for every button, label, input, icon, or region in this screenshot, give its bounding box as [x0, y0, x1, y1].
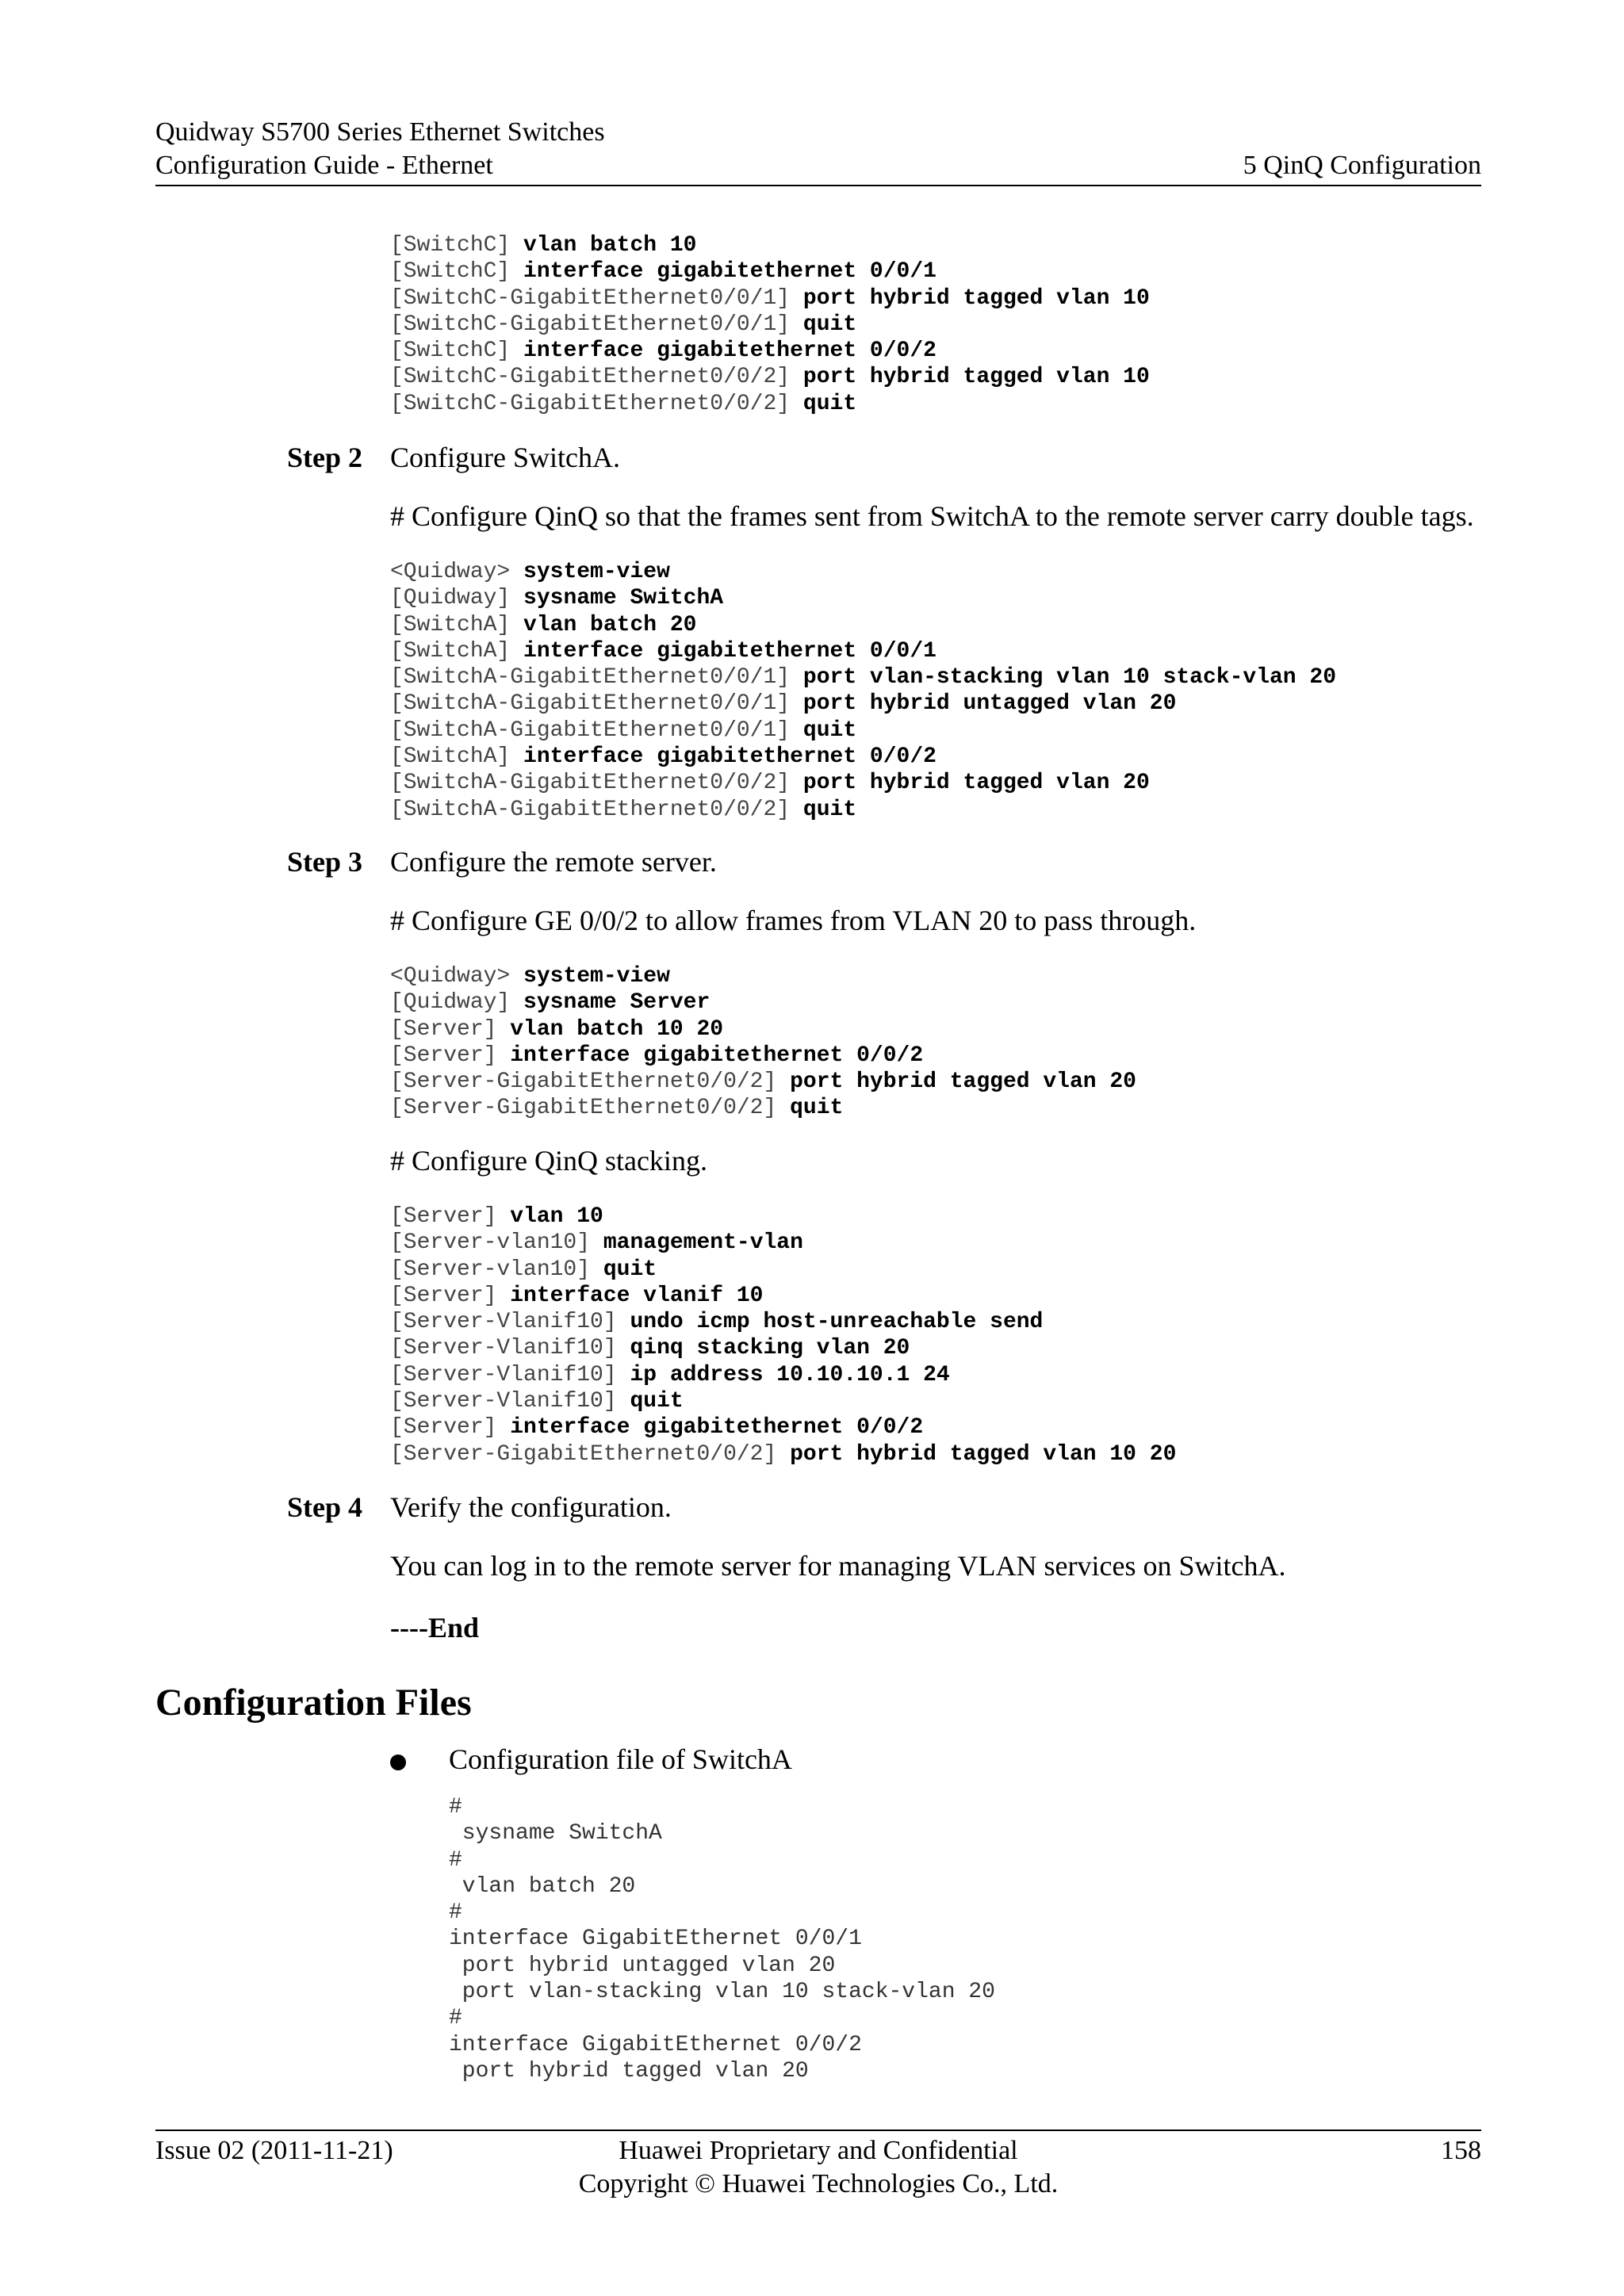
code-line: [390, 797, 1336, 823]
cli-command: quit: [802, 797, 857, 822]
code-line: [390, 1414, 1176, 1441]
code-line: [390, 1335, 1176, 1361]
cli-command: interface gigabitethernet 0/0/2: [510, 1415, 924, 1441]
footer-issue: Issue 02 (2011-11-21): [155, 2136, 393, 2165]
code-block-server-stacking: [390, 1203, 1176, 1468]
config-line: #: [449, 1795, 462, 1820]
code-line: [390, 338, 1150, 364]
cli-command: sysname Server: [523, 990, 710, 1016]
end-marker: ----End: [390, 1612, 480, 1644]
config-file-switcha: [449, 1794, 995, 2084]
config-line: vlan batch 20: [449, 1873, 636, 1899]
cli-command: port hybrid untagged vlan 20: [802, 691, 1177, 717]
config-line: port hybrid untagged vlan 20: [449, 1953, 836, 1978]
cli-command: interface gigabitethernet 0/0/2: [523, 744, 936, 770]
cli-prompt: [SwitchC-GigabitEthernet0/0/1]: [390, 312, 791, 337]
cli-command: port hybrid tagged vlan 10 20: [790, 1441, 1177, 1467]
cli-command: system-view: [523, 560, 670, 584]
cli-command: port hybrid tagged vlan 20: [790, 1070, 1136, 1095]
cli-command: interface gigabitethernet 0/0/2: [523, 339, 936, 364]
cli-command: interface gigabitethernet 0/0/1: [523, 259, 936, 285]
cli-command: interface gigabitethernet 0/0/1: [523, 638, 936, 664]
code-line: [390, 1230, 1176, 1256]
header-rule: [155, 185, 1481, 186]
code-line: [390, 364, 1150, 390]
cli-prompt: [Server]: [390, 1204, 497, 1229]
cli-prompt: [SwitchC-GigabitEthernet0/0/1]: [390, 285, 791, 311]
step-2-description: # Configure QinQ so that the frames sent from SwitchA to the remote server carry double tags.: [390, 500, 1474, 532]
cli-prompt: [Server-Vlanif10]: [390, 1310, 617, 1335]
code-line: [390, 1016, 1136, 1043]
cli-prompt: [Quidway]: [390, 990, 511, 1016]
cli-prompt: [Server-GigabitEthernet0/0/2]: [390, 1441, 777, 1467]
cli-prompt: [SwitchC]: [390, 233, 511, 258]
footer-copyright: Copyright © Huawei Technologies Co., Ltd.: [578, 2169, 1059, 2198]
code-line: [390, 1283, 1176, 1309]
code-line: [390, 1043, 1136, 1069]
code-line: [390, 312, 1150, 338]
code-line: [390, 1203, 1176, 1230]
cli-command: ip address 10.10.10.1 24: [630, 1362, 950, 1387]
cli-command: port hybrid tagged vlan 10: [802, 365, 1150, 390]
code-line: [390, 1388, 1176, 1414]
cli-command: quit: [802, 312, 857, 337]
code-block-switcha: [390, 559, 1336, 823]
bullet-config-file-switcha: Configuration file of SwitchA: [449, 1743, 792, 1775]
step-2-title: Configure SwitchA.: [390, 442, 620, 473]
cli-command: vlan batch 10: [523, 233, 697, 258]
code-line: [390, 232, 1150, 258]
cli-prompt: [Server-GigabitEthernet0/0/2]: [390, 1096, 777, 1121]
cli-prompt: [SwitchA]: [390, 638, 511, 664]
code-line: [390, 1362, 1176, 1388]
cli-prompt: [Server-GigabitEthernet0/0/2]: [390, 1070, 777, 1095]
step-3-description: # Configure GE 0/0/2 to allow frames from VLAN 20 to pass through.: [390, 905, 1197, 936]
cli-command: qinq stacking vlan 20: [630, 1336, 910, 1361]
step-4-label: Step 4: [287, 1491, 363, 1523]
config-line: sysname SwitchA: [449, 1821, 662, 1846]
cli-prompt: <Quidway>: [390, 560, 511, 584]
cli-command: vlan batch 10 20: [510, 1016, 724, 1042]
cli-prompt: [SwitchC]: [390, 339, 511, 364]
cli-command: interface gigabitethernet 0/0/2: [510, 1043, 924, 1068]
cli-command: port vlan-stacking vlan 10 stack-vlan 20: [802, 665, 1337, 691]
cli-command: sysname SwitchA: [523, 586, 724, 611]
cli-prompt: [Server]: [390, 1043, 497, 1068]
cli-command: system-view: [523, 964, 670, 989]
header-chapter: 5 QinQ Configuration: [1243, 151, 1481, 180]
cli-prompt: [SwitchA-GigabitEthernet0/0/1]: [390, 718, 791, 743]
cli-command: quit: [790, 1096, 844, 1121]
cli-command: vlan 10: [510, 1204, 603, 1229]
config-line: #: [449, 1847, 462, 1873]
config-line: port vlan-stacking vlan 10 stack-vlan 20: [449, 1980, 995, 2005]
code-line: [390, 258, 1150, 285]
cli-prompt: [Server]: [390, 1415, 497, 1441]
section-title-configuration-files: Configuration Files: [155, 1682, 472, 1724]
code-line: [390, 285, 1150, 312]
code-line: [390, 559, 1336, 585]
code-line: [390, 770, 1336, 796]
step-3-title: Configure the remote server.: [390, 846, 717, 878]
cli-prompt: [SwitchA]: [390, 744, 511, 770]
code-line: [390, 612, 1336, 638]
cli-prompt: [SwitchA-GigabitEthernet0/0/1]: [390, 691, 791, 717]
config-line: interface GigabitEthernet 0/0/2: [449, 2032, 862, 2057]
code-line: [390, 1257, 1176, 1283]
cli-prompt: [Server-vlan10]: [390, 1230, 591, 1256]
cli-command: interface vlanif 10: [510, 1283, 764, 1308]
step-3-description-2: # Configure QinQ stacking.: [390, 1145, 707, 1177]
footer-confidential: Huawei Proprietary and Confidential: [619, 2136, 1018, 2165]
code-line: [390, 1309, 1176, 1335]
config-line: #: [449, 2006, 462, 2031]
cli-prompt: [Server-Vlanif10]: [390, 1389, 617, 1414]
code-line: [390, 691, 1336, 717]
cli-command: management-vlan: [603, 1230, 803, 1256]
cli-prompt: [Server-Vlanif10]: [390, 1362, 617, 1387]
cli-prompt: [Server]: [390, 1283, 497, 1308]
code-line: [390, 718, 1336, 744]
bullet-icon: [390, 1755, 406, 1770]
cli-command: quit: [802, 718, 857, 743]
cli-prompt: [SwitchA-GigabitEthernet0/0/2]: [390, 771, 791, 796]
code-block-server-port: [390, 963, 1136, 1122]
cli-command: undo icmp host-unreachable send: [630, 1310, 1044, 1335]
page-footer: [155, 2134, 1481, 2201]
page-header: [155, 116, 1481, 182]
cli-command: port hybrid tagged vlan 20: [802, 771, 1150, 796]
code-line: [390, 638, 1336, 664]
code-line: [390, 744, 1336, 770]
code-line: [390, 391, 1150, 417]
step-2-label: Step 2: [287, 442, 363, 473]
cli-prompt: [SwitchA-GigabitEthernet0/0/1]: [390, 665, 791, 691]
step-4-description: You can log in to the remote server for managing VLAN services on SwitchA.: [390, 1550, 1286, 1582]
code-line: [390, 1069, 1136, 1095]
code-line: [390, 664, 1336, 691]
cli-prompt: [Server-vlan10]: [390, 1257, 591, 1282]
cli-command: quit: [630, 1389, 684, 1414]
cli-command: vlan batch 20: [523, 612, 697, 637]
code-line: [390, 1441, 1176, 1468]
code-line: [390, 1095, 1136, 1121]
config-line: port hybrid tagged vlan 20: [449, 2058, 809, 2084]
step-4-title: Verify the configuration.: [390, 1491, 672, 1523]
code-line: [390, 585, 1336, 611]
footer-page-number: 158: [1441, 2136, 1481, 2165]
code-line: [390, 963, 1136, 989]
cli-prompt: [Server]: [390, 1016, 497, 1042]
cli-command: quit: [802, 391, 857, 416]
cli-prompt: [Server-Vlanif10]: [390, 1336, 617, 1361]
code-line: [390, 989, 1136, 1016]
cli-prompt: [SwitchC-GigabitEthernet0/0/2]: [390, 391, 791, 416]
cli-prompt: [SwitchA]: [390, 612, 511, 637]
cli-command: quit: [603, 1257, 657, 1282]
cli-prompt: <Quidway>: [390, 964, 511, 989]
header-product: Quidway S5700 Series Ethernet Switches: [155, 117, 605, 147]
cli-prompt: [SwitchA-GigabitEthernet0/0/2]: [390, 797, 791, 822]
cli-prompt: [SwitchC]: [390, 259, 511, 285]
cli-prompt: [SwitchC-GigabitEthernet0/0/2]: [390, 365, 791, 390]
footer-rule: [155, 2130, 1481, 2131]
config-line: #: [449, 1900, 462, 1926]
code-block-switchc: [390, 232, 1150, 417]
step-3-label: Step 3: [287, 846, 363, 878]
cli-prompt: [Quidway]: [390, 586, 511, 611]
header-guide: Configuration Guide - Ethernet: [155, 151, 493, 180]
cli-command: port hybrid tagged vlan 10: [802, 285, 1150, 311]
config-line: interface GigabitEthernet 0/0/1: [449, 1927, 862, 1952]
